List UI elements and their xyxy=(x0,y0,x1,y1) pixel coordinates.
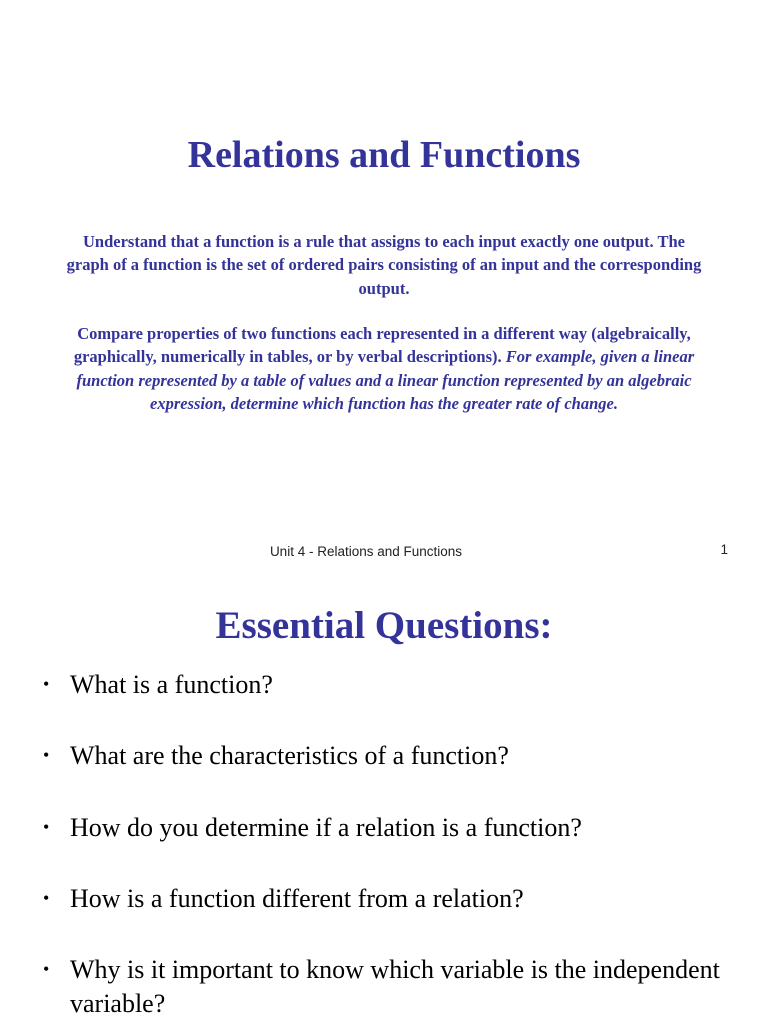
slide-footer: Unit 4 - Relations and Functions xyxy=(269,544,463,559)
slide-title: Essential Questions: xyxy=(215,604,553,647)
question-text: What is a function? xyxy=(70,670,273,699)
question-text: How do you determine if a relation is a function? xyxy=(70,813,582,842)
bullet-icon: • xyxy=(43,959,50,979)
bullet-icon: • xyxy=(43,674,50,694)
bullet-icon: • xyxy=(43,817,50,837)
page-number: 1 xyxy=(720,542,728,557)
question-text: How is a function different from a relation? xyxy=(70,884,524,913)
standard-text-2-example: For example, given a linear function represented by a table of values and a linear function represented by an algebraic expression, determine which function has the greater rate of change. xyxy=(76,347,695,413)
standard-text-2-main: Compare properties of two functions each represented in a different way (algebraically, graphically, numerically in tables, or by verbal descriptions). xyxy=(73,324,691,367)
bullet-icon: • xyxy=(43,745,50,765)
standard-text-2 xyxy=(60,322,708,415)
question-text: Why is it important to know which variable is the independent variable? xyxy=(70,955,720,1018)
slide-2 xyxy=(0,580,768,1024)
slide-title: Relations and Functions xyxy=(187,134,581,176)
question-text: What are the characteristics of a function? xyxy=(70,741,509,770)
standard-text-1: Understand that a function is a rule that assigns to each input exactly one output. The graph of a function is the set of ordered pairs consisting of an input and the corresponding output. xyxy=(66,232,702,298)
bullet-icon: • xyxy=(43,888,50,908)
